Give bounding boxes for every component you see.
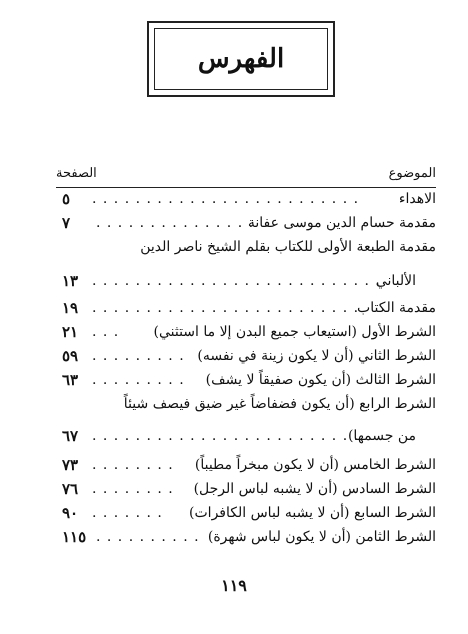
toc-entry-condition-8 <box>56 527 436 551</box>
toc-entry-page: ٢١ <box>62 323 79 341</box>
toc-entry-label: الألباني <box>375 273 416 289</box>
toc-entry-albani <box>56 261 436 298</box>
toc-entry-label: الشرط السابع (أن لا يشبه لباس الكافرات) <box>189 505 436 521</box>
leader-dots: . . . . . . . <box>92 505 163 521</box>
toc-entry-label: مقدمة الكتاب <box>357 300 436 316</box>
toc-entry-intro-first-edition <box>56 237 436 261</box>
toc-entry-page: ١٣ <box>62 272 79 290</box>
leader-dots: . . . . . . . . <box>92 481 174 497</box>
title-frame <box>147 21 335 97</box>
toc-entry-label: الاهداء <box>398 191 436 207</box>
toc-entry-page: ٥٩ <box>62 347 79 365</box>
toc-entry-dedication <box>56 189 436 213</box>
topic-column-label: الموضوع <box>388 166 436 181</box>
title-frame-inner <box>154 28 328 90</box>
toc-entry-condition-6 <box>56 479 436 503</box>
toc-entry-condition-2 <box>56 346 436 370</box>
toc-entry-label: مقدمة الطبعة الأولى للكتاب بقلم الشيخ ناصر الدين <box>140 239 436 255</box>
leader-dots: . . . . . . . . . . . . . . . . . . . . . . . . . . . <box>92 273 381 289</box>
leader-dots: . . . . . . . . . . . . . . . . . . . . . . . . . <box>92 300 360 316</box>
leader-dots: . . . . . . . . . <box>92 372 185 388</box>
toc-header <box>56 166 436 188</box>
toc-entry-condition-3 <box>56 370 436 394</box>
leader-dots: . . . . . . . . . . . . . . . . . . . . . . . . . <box>92 191 360 207</box>
toc-entry-label: من جسمها) <box>347 428 416 444</box>
toc-entry-page: ٦٧ <box>62 427 79 445</box>
toc-entry-page: ٥ <box>62 190 71 208</box>
toc-entry-label: الشرط السادس (أن لا يشبه لباس الرجل) <box>193 481 436 497</box>
toc-entry-condition-5 <box>56 455 436 479</box>
toc-entry-page: ٧٦ <box>62 480 79 498</box>
toc-entry-page: ٧٣ <box>62 456 79 474</box>
toc-entry-condition-1 <box>56 322 436 346</box>
toc-entry-condition-4 <box>56 394 436 418</box>
toc-entry-condition-7 <box>56 503 436 527</box>
toc-entry-label: الشرط الأول (استيعاب جميع البدن إلا ما استثني) <box>153 324 436 340</box>
toc-entry-label: الشرط الرابع (أن يكون فضفاضاً غير ضيق فيصف شيئاً <box>123 396 436 412</box>
leader-dots: . . . <box>92 324 120 340</box>
toc-list <box>56 189 436 551</box>
page-number: ١١٩ <box>221 576 247 595</box>
toc-entry-label: الشرط الثاني (أن لا يكون زينة في نفسه) <box>197 348 436 364</box>
leader-dots: . . . . . . . . . <box>92 348 185 364</box>
toc-entry-page: ٦٣ <box>62 371 79 389</box>
page-title: الفهرس <box>197 44 285 74</box>
leader-dots: . . . . . . . . <box>92 457 174 473</box>
toc-entry-condition-4-cont <box>56 418 436 455</box>
toc-entry-page: ١٩ <box>62 299 79 317</box>
toc-entry-page: ١١٥ <box>62 528 87 546</box>
header-divider <box>56 187 436 188</box>
leader-dots: . . . . . . . . . . . . . . . . . . . . . . . . . <box>92 428 360 444</box>
page-column-label: الصفحة <box>56 166 97 181</box>
toc-entry-intro-husam <box>56 213 436 237</box>
toc-entry-label: الشرط الثامن (أن لا يكون لباس شهرة) <box>207 529 436 545</box>
leader-dots: . . . . . . . . . . <box>96 529 200 545</box>
toc-entry-book-intro <box>56 298 436 322</box>
toc-entry-page: ٩٠ <box>62 504 79 522</box>
toc-entry-label: الشرط الخامس (أن لا يكون مبخراً مطيباً) <box>194 457 436 473</box>
toc-entry-page: ٧ <box>62 214 71 232</box>
leader-dots: . . . . . . . . . . . . . . . <box>96 215 255 231</box>
toc-entry-label: الشرط الثالث (أن يكون صفيقاً لا يشف) <box>205 372 436 388</box>
toc-entry-label: مقدمة حسام الدين موسى عفانة <box>247 215 436 231</box>
